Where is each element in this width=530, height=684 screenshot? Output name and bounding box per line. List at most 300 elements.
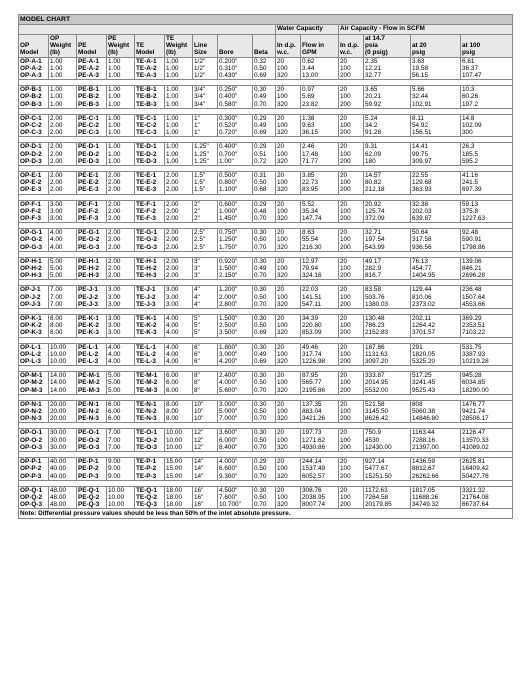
table-cell: 1.00 xyxy=(49,101,77,109)
column-header xyxy=(77,35,107,58)
table-cell: 317.74 xyxy=(301,351,339,358)
table-cell: 4.00 xyxy=(165,322,193,329)
table-cell: PE-N-1 xyxy=(77,400,107,408)
table-cell: 3.00 xyxy=(107,315,135,323)
table-cell: 1" xyxy=(193,114,218,122)
table-row xyxy=(19,486,513,494)
table-cell: 2.00 xyxy=(165,215,193,223)
table-cell: 36.15 xyxy=(301,129,339,137)
table-cell: 0.32 xyxy=(253,57,276,65)
table-cell: 846.21 xyxy=(461,265,513,272)
table-cell: 100 xyxy=(339,65,364,72)
header-blank xyxy=(19,25,276,35)
table-cell: TE-L-1 xyxy=(135,343,165,351)
table-cell: 20 xyxy=(276,86,301,94)
table-cell: 11688.26 xyxy=(411,494,461,501)
table-row xyxy=(19,429,513,437)
table-cell: 8" xyxy=(193,379,218,386)
table-cell: 3/4" xyxy=(193,101,218,109)
table-cell: 220.80 xyxy=(301,322,339,329)
table-cell: 3.85 xyxy=(301,172,339,180)
table-cell: 317.58 xyxy=(411,236,461,243)
table-cell: 100 xyxy=(276,179,301,186)
table-cell: PE-E-3 xyxy=(77,186,107,194)
table-cell: 100 xyxy=(339,122,364,129)
table-cell: OP-C-3 xyxy=(19,129,49,137)
table-cell: OP-D-1 xyxy=(19,143,49,151)
table-cell: 320 xyxy=(276,301,301,309)
table-cell: 320 xyxy=(276,387,301,395)
column-header xyxy=(461,35,513,58)
column-header-line: OP xyxy=(50,35,60,42)
column-header-line: TE xyxy=(136,42,145,50)
table-cell: 5.52 xyxy=(301,200,339,208)
table-cell: 10.700" xyxy=(218,501,253,509)
table-cell: 2.46 xyxy=(301,143,339,151)
table-cell: 15.00 xyxy=(165,465,193,472)
table-cell: 7.00 xyxy=(107,437,135,444)
table-cell: PE-D-2 xyxy=(77,151,107,158)
table-cell: 6052.57 xyxy=(301,473,339,481)
table-cell: 2.00 xyxy=(165,236,193,243)
table-cell: 100 xyxy=(276,494,301,501)
table-cell: 26262.66 xyxy=(411,473,461,481)
table-cell: 100 xyxy=(276,465,301,472)
table-cell: 300 xyxy=(461,129,513,137)
table-cell: 100 xyxy=(276,265,301,272)
table-cell: 100 xyxy=(339,151,364,158)
table-cell: 1.00 xyxy=(107,158,135,166)
table-cell: TE-A-2 xyxy=(135,65,165,72)
table-cell: 5.00 xyxy=(107,387,135,395)
table-cell: 20.00 xyxy=(49,415,77,423)
table-cell: TE-F-1 xyxy=(135,200,165,208)
table-cell: TE-O-2 xyxy=(135,437,165,444)
table-cell: 0.430" xyxy=(218,72,253,80)
table-cell: OP-B-3 xyxy=(19,101,49,109)
column-header-line xyxy=(219,42,251,49)
table-cell: OP-Q-3 xyxy=(19,501,49,509)
column-header xyxy=(135,35,165,58)
table-cell: 9.00 xyxy=(107,458,135,466)
table-cell: 4.200" xyxy=(218,358,253,366)
table-cell: 1.00 xyxy=(165,72,193,80)
table-cell: 0.62 xyxy=(301,57,339,65)
table-cell: 2" xyxy=(193,208,218,215)
table-cell: 0.70 xyxy=(253,387,276,395)
table-cell: 810.06 xyxy=(411,294,461,301)
table-cell: 20 xyxy=(276,315,301,323)
table-cell: 32.77 xyxy=(364,72,411,80)
table-row xyxy=(19,229,513,237)
table-cell: 13.00 xyxy=(301,72,339,80)
table-cell: 7.00 xyxy=(49,286,77,294)
table-cell: 1.00" xyxy=(218,158,253,166)
table-cell: PE-C-1 xyxy=(77,114,107,122)
table-cell: 1131.63 xyxy=(364,351,411,358)
table-cell: 1.800" xyxy=(218,343,253,351)
table-cell: 10" xyxy=(193,408,218,415)
table-cell: 50427.78 xyxy=(461,473,513,481)
table-cell: 6" xyxy=(193,358,218,366)
air-capacity-header: Air Capacity - Flow in SCFM xyxy=(339,25,513,35)
table-cell: 13570.33 xyxy=(461,437,513,444)
table-row xyxy=(19,444,513,452)
water-capacity-header: Water Capacity xyxy=(276,25,339,35)
table-row xyxy=(19,329,513,337)
table-row xyxy=(19,265,513,272)
table-cell: 20 xyxy=(276,143,301,151)
table-cell: 8" xyxy=(193,372,218,380)
table-cell: 2.00 xyxy=(107,172,135,180)
table-cell: 4.00 xyxy=(49,244,77,252)
table-cell: 2.00 xyxy=(107,208,135,215)
table-cell: 2.00 xyxy=(107,272,135,280)
table-cell: PE-N-3 xyxy=(77,415,107,423)
table-cell: 0.30 xyxy=(253,286,276,294)
table-cell: 1.00 xyxy=(107,72,135,80)
table-cell: 100 xyxy=(339,437,364,444)
table-cell: 60.26 xyxy=(461,93,513,100)
table-cell: 20 xyxy=(276,343,301,351)
table-cell: 320 xyxy=(276,329,301,337)
table-cell: OP-A-3 xyxy=(19,72,49,80)
table-cell: 2.00 xyxy=(49,179,77,186)
table-cell: 0.30 xyxy=(253,343,276,351)
table-cell: 2.00 xyxy=(49,114,77,122)
table-cell: TE-N-1 xyxy=(135,400,165,408)
table-cell: 372.09 xyxy=(364,215,411,223)
table-cell: 4" xyxy=(193,294,218,301)
table-cell: 0.30 xyxy=(253,229,276,237)
table-cell: TE-Q-1 xyxy=(135,486,165,494)
table-cell: 20 xyxy=(276,114,301,122)
table-cell: 936.56 xyxy=(411,244,461,252)
table-cell: 3.00 xyxy=(107,286,135,294)
table-cell: 20179.85 xyxy=(364,501,411,509)
table-cell: 100 xyxy=(276,379,301,386)
table-cell: 7.00 xyxy=(49,294,77,301)
table-cell: 8626.42 xyxy=(364,415,411,423)
table-cell: PE-B-2 xyxy=(77,93,107,100)
table-row xyxy=(19,465,513,472)
table-cell: 1.00 xyxy=(107,65,135,72)
table-cell: 10.3 xyxy=(461,86,513,94)
table-cell: 14.00 xyxy=(49,387,77,395)
table-cell: 3.000" xyxy=(218,351,253,358)
table-cell: PE-H-2 xyxy=(77,265,107,272)
table-cell: 1.00 xyxy=(107,151,135,158)
table-row xyxy=(19,244,513,252)
table-cell: 14" xyxy=(193,458,218,466)
table-cell: 0.69 xyxy=(253,72,276,80)
footnote: Note: Differential pressure values should be less than 50% of the inlet absolute pressure. xyxy=(19,509,513,519)
table-cell: 6.00 xyxy=(165,387,193,395)
table-cell: TE-A-3 xyxy=(135,72,165,80)
table-cell: 79.94 xyxy=(301,265,339,272)
table-cell: 102.91 xyxy=(411,101,461,109)
table-cell: 320 xyxy=(276,244,301,252)
table-cell: 34.2 xyxy=(364,122,411,129)
table-cell: 1/2" xyxy=(193,65,218,72)
table-cell: 1.00 xyxy=(165,101,193,109)
table-cell: 2014.95 xyxy=(364,379,411,386)
table-cell: TE-H-2 xyxy=(135,265,165,272)
table-cell: PE-M-3 xyxy=(77,387,107,395)
model-group xyxy=(19,486,513,509)
table-cell: 141.51 xyxy=(301,294,339,301)
table-cell: 3" xyxy=(193,257,218,265)
column-header-line xyxy=(136,35,163,42)
table-cell: OP-G-3 xyxy=(19,244,49,252)
table-cell: 18.00 xyxy=(165,486,193,494)
table-cell: TE-B-3 xyxy=(135,101,165,109)
table-cell: 100 xyxy=(339,465,364,472)
table-cell: 0.97 xyxy=(301,86,339,94)
table-cell: TE-K-1 xyxy=(135,315,165,323)
table-cell: PE-K-3 xyxy=(77,329,107,337)
table-cell: TE-O-1 xyxy=(135,429,165,437)
table-cell: TE-O-3 xyxy=(135,444,165,452)
table-cell: 2.35 xyxy=(364,57,411,65)
table-cell: TE-D-2 xyxy=(135,151,165,158)
table-cell: 187.86 xyxy=(364,343,411,351)
table-cell: 48.00 xyxy=(49,501,77,509)
table-cell: 1.750" xyxy=(218,244,253,252)
table-cell: PE-J-2 xyxy=(77,294,107,301)
table-cell: PE-G-2 xyxy=(77,236,107,243)
table-cell: 1537.49 xyxy=(301,465,339,472)
table-cell: TE-M-2 xyxy=(135,379,165,386)
table-row xyxy=(19,372,513,380)
table-cell: PE-A-1 xyxy=(77,57,107,65)
table-cell: 5325.20 xyxy=(411,358,461,366)
table-cell: 59.13 xyxy=(461,200,513,208)
table-cell: PE-B-1 xyxy=(77,86,107,94)
table-cell: OP-N-1 xyxy=(19,400,49,408)
table-cell: PE-L-2 xyxy=(77,351,107,358)
table-cell: 28506.17 xyxy=(461,415,513,423)
model-group xyxy=(19,400,513,423)
table-cell: 0.720" xyxy=(218,129,253,137)
table-cell: 2.00 xyxy=(165,172,193,180)
table-cell: 2.5" xyxy=(193,244,218,252)
table-cell: 1.500" xyxy=(218,265,253,272)
table-cell: 0.48 xyxy=(253,208,276,215)
table-cell: 0.50 xyxy=(253,437,276,444)
table-cell: 2.00 xyxy=(107,244,135,252)
table-cell: 83.95 xyxy=(301,186,339,194)
table-cell: 100 xyxy=(339,294,364,301)
table-cell: OP-F-2 xyxy=(19,208,49,215)
table-cell: OP-Q-1 xyxy=(19,486,49,494)
table-cell: 282.9 xyxy=(364,265,411,272)
table-cell: 10.00 xyxy=(165,429,193,437)
table-row xyxy=(19,387,513,395)
table-cell: 12430.00 xyxy=(364,444,411,452)
table-cell: 200 xyxy=(339,244,364,252)
table-cell: 0.920" xyxy=(218,257,253,265)
model-group xyxy=(19,229,513,252)
table-cell: 363.93 xyxy=(411,186,461,194)
table-cell: 14.8 xyxy=(461,114,513,122)
table-row xyxy=(19,351,513,358)
model-group xyxy=(19,257,513,280)
table-cell: 2696.28 xyxy=(461,272,513,280)
table-cell: 543.99 xyxy=(364,244,411,252)
table-cell: 197.54 xyxy=(364,236,411,243)
table-cell: 12.21 xyxy=(364,65,411,72)
table-row xyxy=(19,86,513,94)
table-cell: 4.00 xyxy=(49,236,77,243)
column-header-line: (lb) xyxy=(166,49,176,57)
table-cell: 750.9 xyxy=(364,429,411,437)
table-row xyxy=(19,65,513,72)
table-cell: 0.69 xyxy=(253,358,276,366)
table-cell: TE-P-1 xyxy=(135,458,165,466)
table-cell: 20 xyxy=(339,429,364,437)
table-cell: TE-P-3 xyxy=(135,473,165,481)
column-header-line: psig xyxy=(412,49,426,57)
table-cell: 200 xyxy=(339,501,364,509)
column-header-line: Line xyxy=(194,42,208,50)
table-cell: 5.00 xyxy=(107,372,135,380)
column-header-line: (0 psig) xyxy=(365,49,388,57)
table-cell: 0.500" xyxy=(218,172,253,180)
table-cell: 200 xyxy=(339,301,364,309)
table-cell: 20.21 xyxy=(364,93,411,100)
table-cell: 0.70 xyxy=(253,501,276,509)
table-cell: 2.5" xyxy=(193,236,218,243)
table-cell: 2.00 xyxy=(165,186,193,194)
table-cell: 0.49 xyxy=(253,265,276,272)
table-cell: 1.00 xyxy=(165,57,193,65)
table-cell: OP-P-2 xyxy=(19,465,49,472)
table-cell: OP-B-1 xyxy=(19,86,49,94)
table-cell: 244.14 xyxy=(301,458,339,466)
table-cell: 100 xyxy=(339,351,364,358)
table-cell: 0.50 xyxy=(253,65,276,72)
table-cell: 100 xyxy=(339,208,364,215)
column-header xyxy=(107,35,135,58)
table-cell: 2.00 xyxy=(165,244,193,252)
table-cell: OP-H-2 xyxy=(19,265,49,272)
table-cell: 0.30 xyxy=(253,429,276,437)
table-cell: 7.000" xyxy=(218,415,253,423)
table-cell: 0.400" xyxy=(218,93,253,100)
table-cell: 200 xyxy=(339,329,364,337)
table-cell: 156.51 xyxy=(411,129,461,137)
table-cell: 4.000" xyxy=(218,458,253,466)
table-cell: PE-L-1 xyxy=(77,343,107,351)
table-cell: OP-M-3 xyxy=(19,387,49,395)
table-cell: 14846.80 xyxy=(411,415,461,423)
table-cell: 1/2" xyxy=(193,72,218,80)
table-cell: 320 xyxy=(276,444,301,452)
column-header-line: In d.p. xyxy=(277,42,296,50)
table-cell: TE-L-2 xyxy=(135,351,165,358)
model-group xyxy=(19,143,513,166)
table-cell: 3241.45 xyxy=(411,379,461,386)
table-cell: 212.18 xyxy=(364,186,411,194)
column-header-line: psia xyxy=(365,42,378,50)
table-cell: 5.600" xyxy=(218,387,253,395)
table-cell: TE-P-2 xyxy=(135,465,165,472)
table-cell: 1172.63 xyxy=(364,486,411,494)
table-cell: 4" xyxy=(193,286,218,294)
table-cell: 0.30 xyxy=(253,257,276,265)
column-header xyxy=(165,35,193,58)
table-cell: 517.25 xyxy=(411,372,461,380)
table-cell: 20 xyxy=(276,200,301,208)
table-row xyxy=(19,93,513,100)
column-header xyxy=(276,35,301,58)
table-row xyxy=(19,315,513,323)
table-cell: 8.11 xyxy=(411,114,461,122)
table-cell: 100 xyxy=(339,265,364,272)
table-cell: 320 xyxy=(276,272,301,280)
table-cell: 20 xyxy=(339,343,364,351)
table-cell: 200 xyxy=(339,101,364,109)
table-cell: 100 xyxy=(339,93,364,100)
table-cell: 1.00 xyxy=(165,114,193,122)
table-cell: 10.00 xyxy=(107,501,135,509)
table-cell: 0.30 xyxy=(253,400,276,408)
table-cell: OP-D-2 xyxy=(19,151,49,158)
column-header-line: Beta xyxy=(254,49,268,57)
column-header-line xyxy=(462,35,511,42)
table-cell: OP-C-2 xyxy=(19,122,49,129)
table-cell: TE-E-2 xyxy=(135,179,165,186)
table-cell: PE-D-3 xyxy=(77,158,107,166)
table-cell: 20 xyxy=(339,57,364,65)
table-cell: 137.35 xyxy=(301,400,339,408)
column-header xyxy=(339,35,364,58)
table-cell: 14" xyxy=(193,465,218,472)
table-cell: 20 xyxy=(339,172,364,180)
table-cell: 369.29 xyxy=(461,315,513,323)
column-header-line: w.c. xyxy=(340,49,352,57)
table-cell: 3.00 xyxy=(107,322,135,329)
table-cell: 2.00 xyxy=(165,200,193,208)
table-cell: 17.48 xyxy=(301,151,339,158)
table-cell: 1404.95 xyxy=(411,272,461,280)
table-cell: 0.70 xyxy=(253,415,276,423)
table-cell: OP-D-3 xyxy=(19,158,49,166)
table-cell: 200 xyxy=(339,387,364,395)
column-header-line: at 20 xyxy=(412,42,427,50)
table-cell: 808 xyxy=(411,400,461,408)
table-cell: 3.00 xyxy=(49,208,77,215)
table-cell: 20 xyxy=(339,458,364,466)
table-cell: 9.00 xyxy=(107,465,135,472)
table-cell: 3/4" xyxy=(193,93,218,100)
table-cell: 83.58 xyxy=(364,286,411,294)
table-cell: PE-P-1 xyxy=(77,458,107,466)
table-cell: 20 xyxy=(339,372,364,380)
column-header-line: GPM xyxy=(302,49,317,57)
table-cell: 521.58 xyxy=(364,400,411,408)
table-cell: PE-G-3 xyxy=(77,244,107,252)
table-cell: OP-B-2 xyxy=(19,93,49,100)
table-cell: 3387.93 xyxy=(461,351,513,358)
table-cell: TE-Q-3 xyxy=(135,501,165,509)
table-cell: OP-J-3 xyxy=(19,301,49,309)
table-cell: OP-F-3 xyxy=(19,215,49,223)
table-cell: 5.69 xyxy=(301,93,339,100)
table-cell: PE-P-3 xyxy=(77,473,107,481)
table-cell: 6.61 xyxy=(461,57,513,65)
